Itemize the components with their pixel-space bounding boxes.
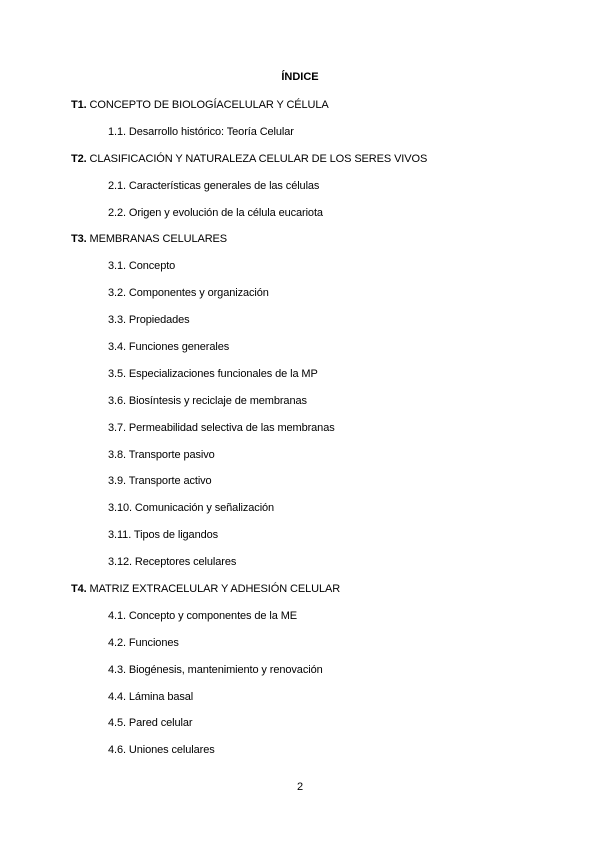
page-number: 2 bbox=[296, 781, 304, 793]
toc-subsection-title: 3.10. Comunicación y señalización bbox=[108, 502, 275, 515]
toc-subsection-title: 3.1. Concepto bbox=[108, 260, 176, 273]
toc-subsection bbox=[0, 447, 600, 474]
toc-subsection-title: 3.12. Receptores celulares bbox=[108, 556, 237, 569]
toc-subsection bbox=[0, 420, 600, 447]
toc-subsection bbox=[0, 500, 600, 527]
toc-subsection bbox=[0, 312, 600, 339]
toc-subsection bbox=[0, 742, 600, 769]
toc-subsection-title: 1.1. Desarrollo histórico: Teoría Celular bbox=[108, 125, 294, 138]
toc-subsection bbox=[0, 527, 600, 554]
toc-chapter-code: T4. bbox=[71, 583, 87, 596]
toc-subsection-title: 3.4. Funciones generales bbox=[108, 341, 230, 354]
toc-subsection bbox=[0, 285, 600, 312]
toc-chapter-code: T1. bbox=[71, 99, 87, 111]
toc-subsection bbox=[0, 608, 600, 635]
toc-subsection-title: 3.7. Permeabilidad selectiva de las membranas bbox=[108, 421, 335, 434]
toc-chapter bbox=[0, 97, 600, 124]
toc-subsection-title: 3.5. Especializaciones funcionales de la MP bbox=[108, 367, 318, 380]
toc-chapter-title: CONCEPTO DE BIOLOGÍACELULAR Y CÉLULA bbox=[86, 99, 329, 111]
toc-subsection bbox=[0, 473, 600, 500]
toc-subsection-title: 3.8. Transporte pasivo bbox=[108, 448, 215, 461]
toc-subsection-title: 4.5. Pared celular bbox=[108, 717, 193, 730]
toc-subsection bbox=[0, 339, 600, 366]
page-title: ÍNDICE bbox=[281, 71, 319, 83]
toc-subsection bbox=[0, 258, 600, 285]
toc-subsection bbox=[0, 366, 600, 393]
toc-subsection-title: 3.9. Transporte activo bbox=[108, 475, 212, 488]
toc-subsection bbox=[0, 205, 600, 232]
toc-chapter-code: T3. bbox=[71, 233, 87, 246]
toc-subsection-title: 2.1. Características generales de las células bbox=[108, 179, 320, 192]
toc-subsection-title: 2.2. Origen y evolución de la célula eucariota bbox=[108, 206, 323, 219]
toc-subsection bbox=[0, 124, 600, 151]
toc-subsection-title: 4.3. Biogénesis, mantenimiento y renovación bbox=[108, 663, 323, 676]
toc-chapter-code: T2. bbox=[71, 152, 87, 165]
toc-subsection bbox=[0, 715, 600, 742]
toc-subsection bbox=[0, 635, 600, 662]
toc-chapter bbox=[0, 151, 600, 178]
toc-chapter-title: CLASIFICACIÓN Y NATURALEZA CELULAR DE LOS SERES VIVOS bbox=[86, 152, 428, 165]
table-of-contents bbox=[0, 97, 600, 769]
toc-subsection bbox=[0, 178, 600, 205]
toc-chapter bbox=[0, 581, 600, 608]
toc-subsection-title: 3.6. Biosíntesis y reciclaje de membranas bbox=[108, 394, 307, 407]
toc-subsection bbox=[0, 689, 600, 716]
toc-subsection-title: 3.3. Propiedades bbox=[108, 314, 190, 327]
toc-subsection bbox=[0, 554, 600, 581]
toc-subsection-title: 4.4. Lámina basal bbox=[108, 690, 194, 703]
toc-chapter-title: MEMBRANAS CELULARES bbox=[86, 233, 228, 246]
toc-subsection-title: 4.2. Funciones bbox=[108, 636, 179, 649]
toc-subsection bbox=[0, 662, 600, 689]
toc-subsection-title: 4.1. Concepto y componentes de la ME bbox=[108, 609, 298, 622]
toc-chapter bbox=[0, 231, 600, 258]
toc-subsection-title: 3.2. Componentes y organización bbox=[108, 287, 269, 300]
toc-chapter-title: MATRIZ EXTRACELULAR Y ADHESIÓN CELULAR bbox=[86, 583, 341, 596]
toc-subsection bbox=[0, 393, 600, 420]
toc-subsection-title: 4.6. Uniones celulares bbox=[108, 744, 215, 757]
toc-subsection-title: 3.11. Tipos de ligandos bbox=[108, 529, 219, 542]
